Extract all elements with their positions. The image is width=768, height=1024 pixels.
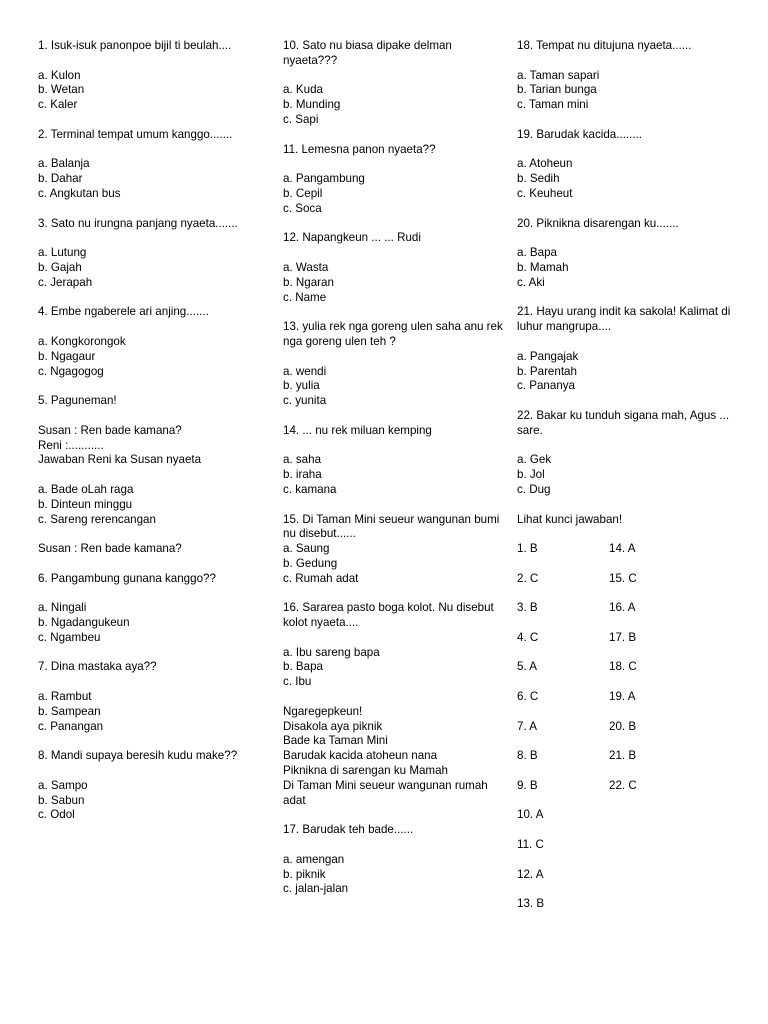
options [283,83,505,127]
question-1 [38,39,270,113]
question-9 [38,749,270,823]
option-a: a. Kongkorongok [38,334,126,348]
question-16 [283,601,505,690]
option-b: b. Cepil [283,186,323,200]
answer-11: 11. C [517,838,544,852]
options [283,646,505,690]
question-10 [283,39,505,128]
option-c: c. Aki [517,275,545,289]
options [283,261,505,305]
question-text: 22. Bakar ku tunduh sigana mah, Agus ... sare. [517,408,730,437]
question-text: 6. Pangambung gunana kanggo?? [38,571,216,585]
option-c: c. Pananya [517,379,576,393]
question-20 [517,217,747,291]
option-b: b. iraha [283,468,322,482]
column-1 [38,39,270,838]
question-11 [283,143,505,217]
option-b: b. Ngadangukeun [38,616,130,630]
question-text: 12. Napangkeun ... ... Rudi [283,231,421,245]
answer-12: 12. A [517,867,544,881]
option-b: b. Ngagaur [38,349,96,363]
option-c: c. Rumah adat [283,571,359,585]
option-c: c. kamana [283,482,337,496]
answer-13: 13. B [517,897,545,911]
option-a: a. Ningali [38,601,87,615]
question-text: 13. yulia rek nga goreng ulen saha anu rek nga goreng ulen teh ? [283,320,503,348]
options [38,483,270,527]
options [283,453,505,497]
answer-1: 1. B [517,542,538,556]
options [38,157,270,201]
answer-18: 18. C [609,660,637,674]
answer-22: 22. C [609,778,637,792]
question-text: 4. Embe ngaberele ari anjing....... [38,305,209,319]
answer-empty [609,838,709,853]
answer-20: 20. B [609,719,637,733]
question-4 [38,305,270,379]
option-a: a. Bade oLah raga [38,482,134,496]
options [38,690,270,734]
question-text: 15. Di Taman Mini seueur wangunan bumi nu disebut...... [283,512,500,541]
options [38,601,270,645]
option-c: c. Sapi [283,112,319,126]
option-c: c. yunita [283,394,327,408]
answer-10: 10. A [517,808,544,822]
story-line: Disakola aya piknik [283,719,383,733]
question-text: 2. Terminal tempat umum kanggo....... [38,127,233,141]
answer-17: 17. B [609,630,637,644]
option-c: c. Jerapah [38,275,93,289]
answer-key-heading: Lihat kunci jawaban! [517,512,623,526]
options [38,335,270,379]
story-line: Bade ka Taman Mini [283,734,388,748]
option-b: b. piknik [283,867,326,881]
column-3 [517,39,747,912]
option-a: a. Pangajak [517,349,579,363]
option-b: b. Sedih [517,172,560,186]
option-b: b. Dahar [38,172,83,186]
question-19 [517,128,747,202]
options [517,453,747,497]
question-17 [283,823,505,897]
story-line: Piknikna di sarengan ku Mamah [283,764,448,778]
question-text: 10. Sato nu biasa dipake delman nyaeta??? [283,39,452,67]
question-text: 7. Dina mastaka aya?? [38,660,157,674]
option-b: b. Sampean [38,704,101,718]
option-c: c. Odol [38,808,75,822]
option-a: a. Sampo [38,778,88,792]
question-text: 11. Lemesna panon nyaeta?? [283,142,436,156]
option-c: c. Name [283,290,327,304]
options [38,246,270,290]
option-a: a. Pangambung [283,172,365,186]
question-text: 19. Barudak kacida........ [517,127,643,141]
answer-6: 6. C [517,690,539,704]
answer-7: 7. A [517,719,537,733]
options [283,172,505,216]
option-c: c. Panangan [38,719,104,733]
options [517,246,747,290]
question-5-dialog [38,424,270,528]
option-a: a. Lutung [38,246,87,260]
option-c: c. jalan-jalan [283,882,349,896]
option-c: c. Kaler [38,98,78,112]
question-14 [283,424,505,498]
option-a: a. amengan [283,852,345,866]
question-text: 16. Sararea pasto boga kolot. Nu disebut kolot nyaeta.... [283,601,494,630]
answer-empty [609,868,709,883]
answer-14: 14. A [609,542,636,556]
option-a: a. Saung [283,542,330,556]
options [517,69,747,113]
question-22 [517,409,747,498]
option-c: c. Ngambeu [38,630,101,644]
option-a: a. Ibu sareng bapa [283,645,380,659]
question-text: 3. Sato nu irungna panjang nyaeta....... [38,216,238,230]
option-c: c. Ngagogog [38,364,104,378]
question-text: 8. Mandi supaya beresih kudu make?? [38,749,238,763]
question-text: 1. Isuk-isuk panonpoe bijil ti beulah.... [38,39,232,52]
option-a: a. saha [283,453,322,467]
answer-empty [609,897,709,912]
question-7 [38,572,270,646]
option-b: b. Gajah [38,260,82,274]
option-a: a. Rambut [38,690,92,704]
story-heading: Ngaregepkeun! [283,704,363,718]
column-2 [283,39,505,912]
options [283,853,505,897]
option-a: a. Kulon [38,68,81,82]
option-a: a. Balanja [38,157,90,171]
question-5-heading [38,394,270,409]
options [517,350,747,394]
option-c: c. Ibu [283,675,312,689]
options [517,157,747,201]
answer-19: 19. A [609,690,636,704]
story-line: Di Taman Mini seueur wangunan rumah adat [283,778,488,807]
question-3 [38,217,270,291]
options [38,69,270,113]
option-a: a. Wasta [283,260,329,274]
option-b: b. Sabun [38,793,85,807]
option-c: c. Soca [283,201,322,215]
answer-8: 8. B [517,749,538,763]
dialog-line-reni: Reni :........... [38,438,104,452]
option-c: c. Taman mini [517,98,589,112]
question-text: 17. Barudak teh bade...... [283,823,414,837]
options [283,365,505,409]
story-line: Barudak kacida atoheun nana [283,749,438,763]
option-b: b. yulia [283,379,320,393]
question-2 [38,128,270,202]
answer-5: 5. A [517,660,537,674]
answer-4: 4. C [517,630,539,644]
question-15 [283,513,505,587]
option-b: b. Munding [283,98,341,112]
option-a: a. wendi [283,364,327,378]
option-b: b. Wetan [38,83,85,97]
story-passage [283,705,505,809]
option-a: a. Bapa [517,246,557,260]
option-b: b. Jol [517,468,545,482]
options [283,542,505,586]
answer-21: 21. B [609,749,637,763]
answer-2: 2. C [517,571,539,585]
option-a: a. Atoheun [517,157,573,171]
question-text: 5. Paguneman! [38,394,117,408]
question-6 [38,542,270,557]
option-b: b. Parentah [517,364,577,378]
answer-16: 16. A [609,601,636,615]
option-b: b. Tarian bunga [517,83,597,97]
option-a: a. Taman sapari [517,68,600,82]
option-b: b. Dinteun minggu [38,497,133,511]
option-c: c. Keuheut [517,186,573,200]
option-c: c. Dug [517,482,551,496]
option-a: a. Gek [517,453,552,467]
question-8 [38,660,270,734]
question-text: 14. ... nu rek miluan kemping [283,423,432,437]
question-13 [283,320,505,409]
question-text: 21. Hayu urang indit ka sakola! Kalimat di luhur mangrupa.... [517,305,731,334]
option-b: b. Bapa [283,660,323,674]
dialog-line-susan: Susan : Ren bade kamana? [38,423,182,437]
option-c: c. Angkutan bus [38,186,121,200]
question-text: Susan : Ren bade kamana? [38,542,182,556]
question-text: 20. Piknikna disarengan ku....... [517,216,679,230]
question-21 [517,305,747,394]
question-text: 18. Tempat nu ditujuna nyaeta...... [517,39,692,52]
option-b: b. Gedung [283,556,338,570]
option-b: b. Mamah [517,260,569,274]
answer-9: 9. B [517,778,538,792]
answer-15: 15. C [609,571,637,585]
option-a: a. Kuda [283,83,323,97]
dialog-prompt: Jawaban Reni ka Susan nyaeta [38,453,202,467]
question-18 [517,39,747,113]
options [38,779,270,823]
option-b: b. Ngaran [283,275,334,289]
answer-empty [609,808,709,823]
option-c: c. Sareng rerencangan [38,512,156,526]
question-12 [283,231,505,305]
answer-key-grid [517,542,747,912]
answer-3: 3. B [517,601,538,615]
